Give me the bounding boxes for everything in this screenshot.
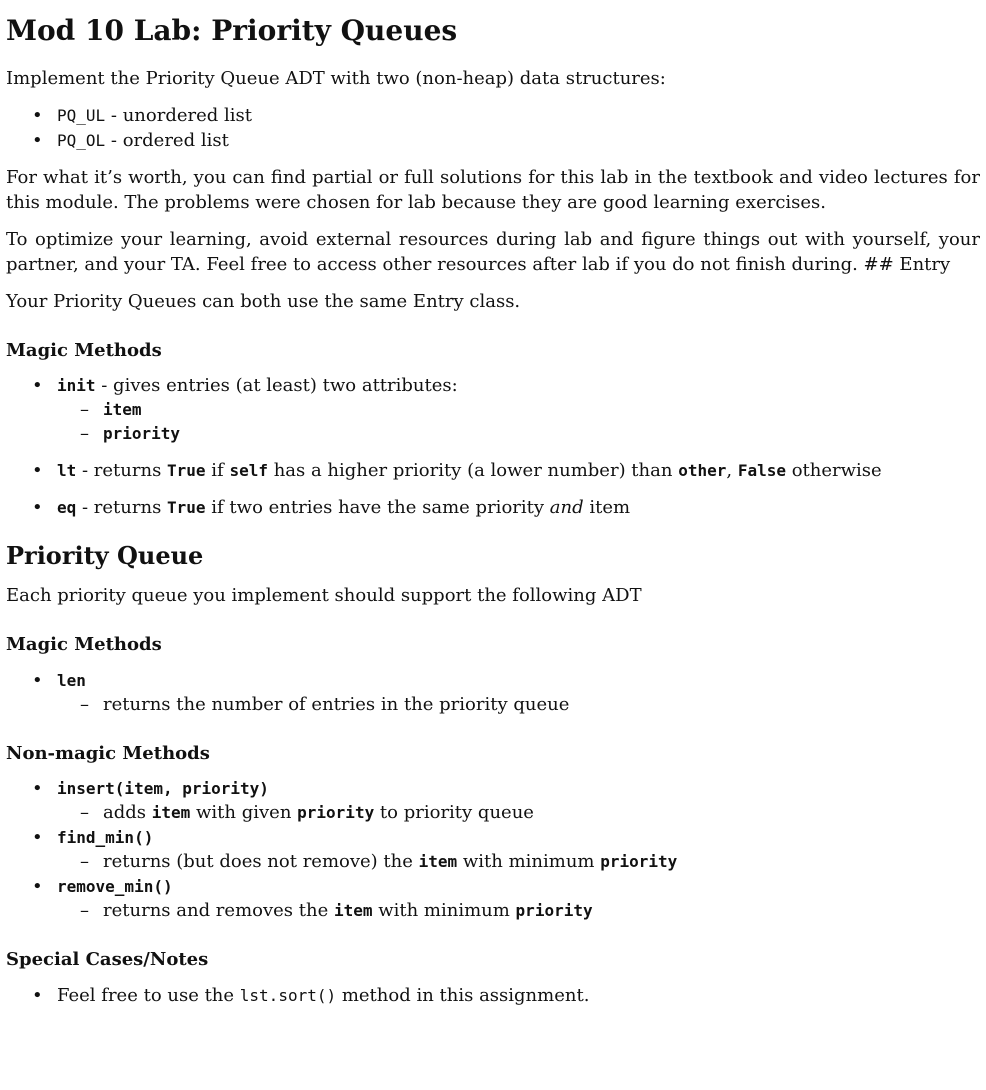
init-desc: - gives entries (at least) two attributes: (95, 375, 458, 397)
text: to priority queue (374, 802, 534, 824)
intro-paragraph: Implement the Priority Queue ADT with two (non-heap) data structures: (6, 67, 666, 89)
code-item: item (333, 901, 373, 921)
entry-magic-heading: Magic Methods (6, 339, 162, 361)
list-item (32, 983, 980, 1008)
structure-desc: - unordered list (105, 104, 252, 126)
text: returns (but does not remove) the (103, 851, 419, 873)
code-item: item (103, 400, 142, 420)
code-priority: priority (600, 852, 678, 872)
sub-list (57, 693, 980, 717)
code-init: init (57, 376, 96, 396)
sub-list (57, 899, 980, 923)
text: adds (103, 802, 152, 824)
list-item (80, 398, 980, 422)
text: if two entries have the same priority (205, 497, 550, 519)
text: with minimum (457, 851, 601, 873)
list-item: – returns the number of entries in the priority queue (80, 693, 980, 717)
text: item (583, 497, 631, 519)
code-remove-min: remove_min() (57, 877, 173, 897)
code-item: item (151, 803, 191, 823)
text: has a higher priority (a lower number) than (267, 460, 679, 482)
list-item-eq (32, 495, 980, 520)
pq-magic-heading: Magic Methods (6, 633, 162, 655)
list-item (80, 801, 980, 825)
code-self: self (229, 461, 268, 481)
pq-nonmagic-heading: Non-magic Methods (6, 742, 210, 764)
list-item-insert (32, 776, 980, 825)
list-item-remove-min (32, 874, 980, 923)
optimize-paragraph: To optimize your learning, avoid external resources during lab and figure things out with yourself, your partner, and your TA. Feel free to access other resources after lab if you do not finish during. ## Entry (6, 228, 980, 275)
list-item-init (32, 373, 980, 446)
list-item (32, 128, 980, 153)
list-item-find-min (32, 825, 980, 874)
text: Feel free to use the (57, 984, 240, 1006)
structure-desc: - ordered list (105, 129, 229, 151)
text: returns and removes the (103, 900, 334, 922)
code-item: item (418, 852, 458, 872)
structure-list (6, 103, 980, 153)
text: otherwise (785, 460, 882, 482)
list-item (80, 850, 980, 874)
list-item (32, 103, 980, 128)
code-pq-ul: PQ_UL (57, 105, 106, 125)
code-priority: priority (103, 424, 181, 444)
list-item-lt (32, 458, 980, 483)
code-len: len (57, 670, 86, 690)
entry-paragraph: Your Priority Queues can both use the same Entry class. (6, 290, 521, 312)
code-true: True (167, 461, 206, 481)
code-true: True (167, 498, 206, 518)
text: if (205, 460, 230, 482)
pq-nonmagic-list (6, 776, 980, 923)
code-lt: lt (57, 461, 77, 481)
text: method in this assignment. (336, 984, 590, 1006)
code-false: False (737, 461, 786, 481)
code-eq: eq (57, 498, 77, 518)
notes-heading: Special Cases/Notes (6, 949, 209, 971)
pq-intro: Each priority queue you implement should support the following ADT (6, 584, 642, 606)
code-pq-ol: PQ_OL (57, 130, 106, 150)
pq-heading: Priority Queue (6, 541, 204, 571)
text: - returns (76, 460, 168, 482)
list-item-len (32, 668, 980, 717)
code-priority: priority (297, 803, 375, 823)
code-priority: priority (515, 901, 593, 921)
text: with minimum (372, 900, 516, 922)
code-insert: insert(item, priority) (57, 779, 269, 799)
list-item (80, 899, 980, 923)
worth-paragraph: For what it’s worth, you can find partial or full solutions for this lab in the textbook and video lectures for this module. The problems were chosen for lab because they are good learning exercises. (6, 166, 980, 213)
code-other: other (678, 461, 727, 481)
entry-method-list (6, 373, 980, 520)
attribute-list (57, 398, 980, 446)
code-find-min: find_min() (57, 828, 154, 848)
emphasis: and (549, 497, 584, 519)
sub-list (57, 850, 980, 874)
text: with given (190, 802, 298, 824)
text: , (726, 460, 738, 482)
list-item (80, 422, 980, 446)
text: - returns (76, 497, 168, 519)
sub-list (57, 801, 980, 825)
page-title: Mod 10 Lab: Priority Queues (6, 14, 458, 47)
pq-magic-list (6, 668, 980, 717)
code-lst-sort: lst.sort() (239, 985, 337, 1005)
notes-list (6, 983, 980, 1008)
